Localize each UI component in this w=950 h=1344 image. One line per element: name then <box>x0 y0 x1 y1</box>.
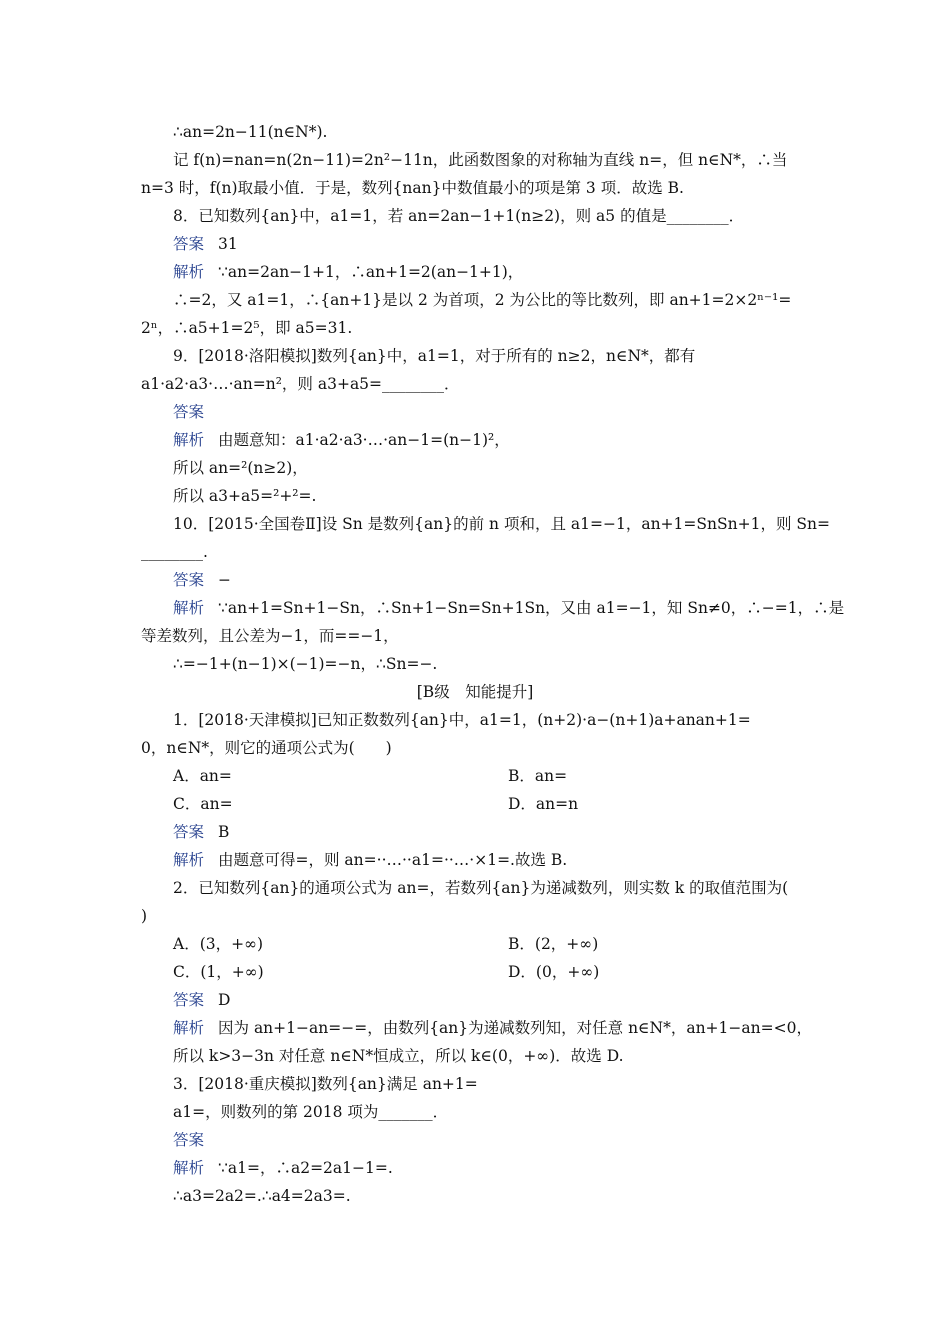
answer-label: 答案 <box>173 235 205 253</box>
analysis-line <box>173 849 567 871</box>
analysis-label: 解析 <box>173 263 205 281</box>
option-b: B．an= <box>508 767 568 785</box>
text-line: ∴a3=2a2=.∴a4=2a3=. <box>173 1187 351 1205</box>
question-9: 9．[2018·洛阳模拟]数列{an}中，a1=1，对于所有的 n≥2，n∈N*，都有 <box>173 347 696 365</box>
option-c: C．(1，+∞) <box>173 963 264 981</box>
option-b: B．(2，+∞) <box>508 935 599 953</box>
analysis-text: 由题意可得=，则 an=··…··a1=··…·×1=.故选 B. <box>218 851 568 869</box>
analysis-text: 因为 an+1−an=−=，由数列{an}为递减数列知，对任意 n∈N*，an+1−an=<0， <box>218 1019 812 1037</box>
text-line: 2ⁿ，∴a5+1=2⁵，即 a5=31. <box>141 319 353 337</box>
text-line: ∴=2，又 a1=1，∴{an+1}是以 2 为首项，2 为公比的等比数列，即 an+1=2×2ⁿ⁻¹= <box>173 291 792 309</box>
question-b1: 1．[2018·天津模拟]已知正数数列{an}中，a1=1，(n+2)·a−(n+1)a+anan+1= <box>173 711 751 729</box>
text-line: 所以 a3+a5=²+²=. <box>173 487 317 505</box>
text-line: 记 f(n)=nan=n(2n−11)=2n²−11n，此函数图象的对称轴为直线 n=，但 n∈N*，∴当 <box>173 151 788 169</box>
text-line: 所以 k>3−3n 对任意 n∈N*恒成立，所以 k∈(0，+∞)．故选 D. <box>173 1047 624 1065</box>
text-line: a1·a2·a3·…·an=n²，则 a3+a5=________． <box>141 375 460 393</box>
option-a: A．(3，+∞) <box>173 935 264 953</box>
answer-line <box>173 989 230 1011</box>
option-d: D．an=n <box>508 795 579 813</box>
option-a: A．an= <box>173 767 232 785</box>
analysis-line <box>173 1017 812 1039</box>
text-line: 0，n∈N*，则它的通项公式为( ) <box>141 739 392 757</box>
answer-label: 答案 <box>173 403 205 421</box>
analysis-label: 解析 <box>173 599 205 617</box>
analysis-text: ∵a1=，∴a2=2a1−1=. <box>218 1159 393 1177</box>
answer-label: 答案 <box>173 823 205 841</box>
option-d: D．(0，+∞) <box>508 963 600 981</box>
answer-value: D <box>218 991 231 1009</box>
text-line: 等差数列，且公差为−1，而==−1， <box>141 627 399 645</box>
answer-line <box>173 401 218 423</box>
answer-line <box>173 821 229 843</box>
analysis-line <box>173 429 510 451</box>
analysis-label: 解析 <box>173 1019 205 1037</box>
option-c: C．an= <box>173 795 233 813</box>
analysis-line <box>173 1157 393 1179</box>
question-b3: 3．[2018·重庆模拟]数列{an}满足 an+1= <box>173 1075 478 1093</box>
analysis-label: 解析 <box>173 431 205 449</box>
answer-value: B <box>218 823 230 841</box>
answer-label: 答案 <box>173 991 205 1009</box>
text-line: ) <box>141 907 148 925</box>
question-8: 8．已知数列{an}中，a1=1，若 an=2an−1+1(n≥2)，则 a5 的值是________． <box>173 207 745 225</box>
question-b2: 2．已知数列{an}的通项公式为 an=，若数列{an}为递减数列，则实数 k 的取值范围为( <box>173 879 789 897</box>
text-line: ________. <box>141 543 208 561</box>
text-line: ∴an=2n−11(n∈N*). <box>173 123 328 141</box>
text-line: a1=，则数列的第 2018 项为_______． <box>173 1103 449 1121</box>
question-10: 10．[2015·全国卷Ⅱ]设 Sn 是数列{an}的前 n 项和，且 a1=−1，an+1=SnSn+1，则 Sn= <box>173 515 830 533</box>
section-heading: [B级 知能提升] <box>416 683 534 701</box>
text-line: n=3 时，f(n)取最小值．于是，数列{nan}中数值最小的项是第 3 项．故选 B. <box>141 179 684 197</box>
analysis-text: ∵an=2an−1+1，∴an+1=2(an−1+1)， <box>218 263 524 281</box>
answer-value: − <box>218 571 232 589</box>
text-line: ∴=−1+(n−1)×(−1)=−n，∴Sn=−. <box>173 655 438 673</box>
analysis-text: ∵an+1=Sn+1−Sn，∴Sn+1−Sn=Sn+1Sn，又由 a1=−1，知 Sn≠0，∴−=1，∴是 <box>218 599 845 617</box>
text-line: 所以 an=²(n≥2)， <box>173 459 308 477</box>
answer-line <box>173 233 238 255</box>
answer-line <box>173 1129 218 1151</box>
analysis-label: 解析 <box>173 851 205 869</box>
answer-line <box>173 569 231 591</box>
answer-label: 答案 <box>173 1131 205 1149</box>
answer-value: 31 <box>218 235 238 253</box>
analysis-line <box>173 597 844 619</box>
analysis-line <box>173 261 523 283</box>
analysis-text: 由题意知：a1·a2·a3·…·an−1=(n−1)²， <box>218 431 510 449</box>
answer-label: 答案 <box>173 571 205 589</box>
analysis-label: 解析 <box>173 1159 205 1177</box>
